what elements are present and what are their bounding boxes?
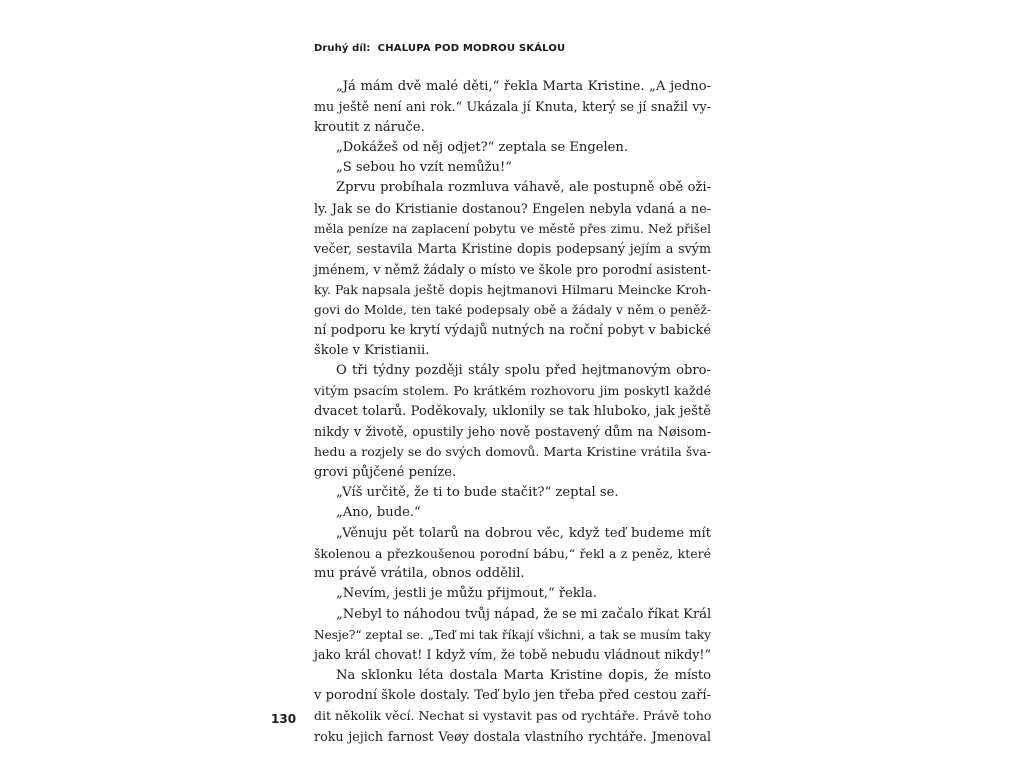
- text-line: Nesje?“ zeptal se. „Teď mi tak říkají všichni, a tak se musím taky: [314, 628, 711, 643]
- text-line: „Nevím, jestli je můžu přijmout,“ řekla.: [336, 586, 597, 602]
- page-number: 130: [271, 712, 297, 726]
- text-line: ní podporu ke krytí výdajů nutných na roční pobyt v babické: [314, 322, 711, 338]
- text-line: škole v Kristianii.: [314, 342, 430, 358]
- text-line: „Ano, bude.“: [336, 505, 421, 521]
- text-line: mu právě vrátila, obnos oddělil.: [314, 566, 525, 582]
- text-line: jako král chovat! I když vím, že tobě nebudu vládnout nikdy!“: [314, 647, 711, 663]
- text-line: vitým psacím stolem. Po krátkém rozhovoru jim poskytl každé: [314, 383, 711, 399]
- running-header: [314, 43, 565, 54]
- text-line: Na sklonku léta dostala Marta Kristine dopis, že místo: [336, 667, 711, 683]
- text-line: Zprvu probíhala rozmluva váhavě, ale postupně obě oži-: [336, 180, 711, 196]
- text-line: jménem, v němž žádaly o místo ve škole pro porodní asistent-: [314, 261, 711, 277]
- body-text: [314, 77, 711, 747]
- text-line: govi do Molde, ten také podepsaly obě a žádaly v něm o peněž-: [314, 303, 711, 318]
- text-line: měla peníze na zaplacení pobytu ve městě přes zimu. Než přišel: [314, 222, 711, 237]
- text-line: mu ještě není ani rok.“ Ukázala jí Knuta, který se jí snažil vy-: [314, 99, 711, 115]
- text-line: O tři týdny později stály spolu před hejtmanovým obro-: [336, 363, 711, 379]
- text-line: dvacet tolarů. Poděkovaly, uklonily se tak hluboko, jak ještě: [314, 403, 711, 419]
- text-line: „Já mám dvě malé děti,“ řekla Marta Kristine. „A jedno-: [336, 79, 711, 94]
- text-line: „Dokážeš od něj odjet?“ zeptala se Engelen.: [336, 139, 629, 155]
- text-line: ky. Pak napsala ještě dopis hejtmanovi Hilmaru Meincke Kroh-: [314, 281, 711, 297]
- text-line: grovi půjčené peníze.: [314, 464, 457, 480]
- text-line: večer, sestavila Marta Kristine dopis podepsaný jejím a svým: [314, 241, 711, 257]
- text-line: v porodní škole dostaly. Teď bylo jen třeba před cestou zaří-: [314, 687, 711, 703]
- book-title: CHALUPA POD MODROU SKÁLOU: [377, 43, 566, 54]
- text-line: hedu a rozjely se do svých domovů. Marta Kristine vrátila šva-: [314, 444, 711, 460]
- text-line: roku jejich farnost Veøy dostala vlastního rychtáře. Jmenoval: [314, 728, 711, 744]
- text-line: kroutit z náruče.: [314, 119, 425, 135]
- part-label: Druhý díl:: [314, 43, 371, 54]
- text-line: „S sebou ho vzít nemůžu!“: [336, 160, 512, 176]
- text-line: dit několik věcí. Nechat si vystavit pas od rychtáře. Právě toho: [314, 708, 712, 724]
- text-line: „Víš určitě, že ti to bude stačit?“ zeptal se.: [336, 484, 619, 500]
- text-line: „Věnuju pět tolarů na dobrou věc, když teď budeme mít: [336, 525, 711, 541]
- text-line: ly. Jak se do Kristianie dostanou? Engelen nebyla vdaná a ne-: [314, 200, 711, 216]
- text-line: nikdy v životě, opustily jeho nově postavený dům na Nøisom-: [314, 424, 711, 440]
- text-line: „Nebyl to náhodou tvůj nápad, že se mi začalo říkat Král: [336, 606, 712, 622]
- text-line: školenou a přezkoušenou porodní bábu,“ řekl a z peněz, které: [314, 545, 711, 561]
